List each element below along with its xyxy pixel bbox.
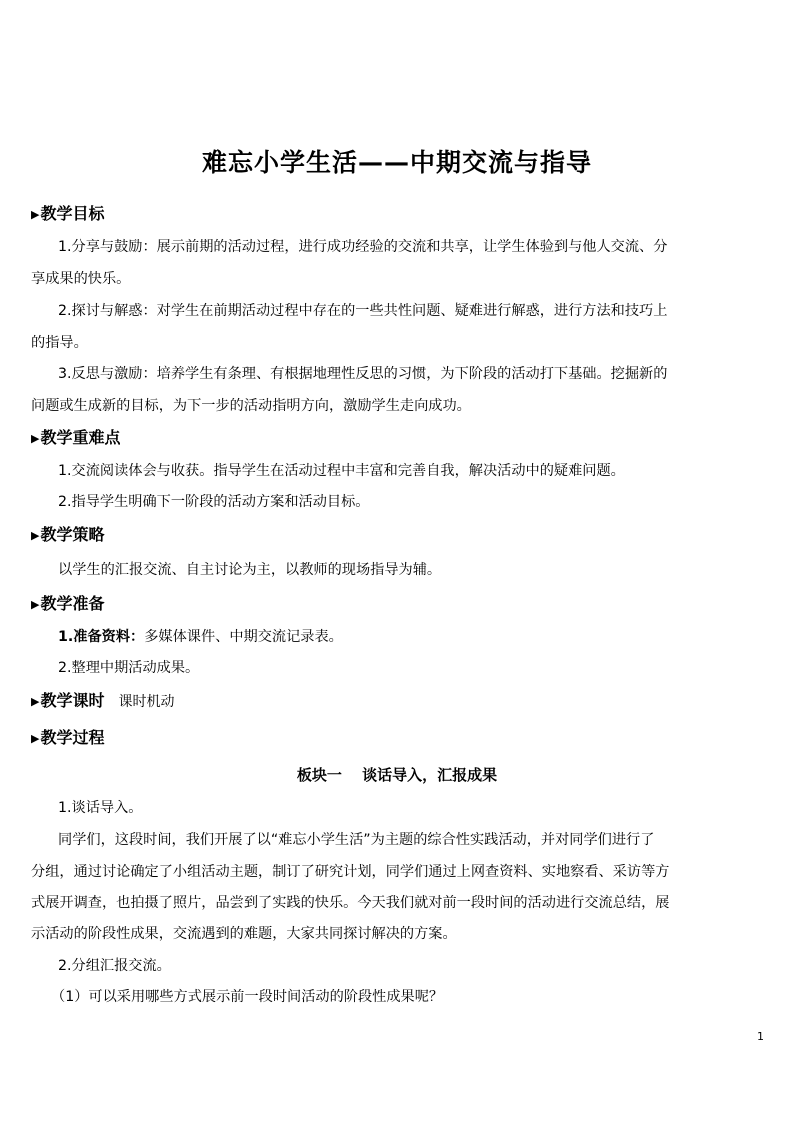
- process-step-2: 2.分组汇报交流。: [58, 958, 171, 974]
- objective-item-2-line-1: 2.探讨与解惑：对学生在前期活动过程中存在的一些共性问题、疑难进行解惑，进行方法和技巧上: [58, 303, 668, 319]
- intro-line-3: 式展开调查，也拍摄了照片，品尝到了实践的快乐。今天我们就对前一段时间的活动进行交流总结，展: [31, 895, 670, 911]
- intro-line-1: 同学们，这段时间，我们开展了以“难忘小学生活”为主题的综合性实践活动，并对同学们进行了: [58, 832, 655, 848]
- hours-note: 课时机动: [118, 694, 175, 710]
- process-step-1: 1.谈话导入。: [58, 800, 143, 816]
- triangle-bullet-icon: ▶: [31, 208, 40, 221]
- section-heading-preparation: ▶教学准备: [31, 594, 105, 613]
- triangle-bullet-icon: ▶: [31, 598, 40, 611]
- section-heading-key-points: ▶教学重难点: [31, 428, 121, 447]
- key-point-item-2: 2.指导学生明确下一阶段的活动方案和活动目标。: [58, 494, 370, 510]
- triangle-bullet-icon: ▶: [31, 695, 40, 708]
- intro-line-2: 分组，通过讨论确定了小组活动主题，制订了研究计划，同学们通过上网查资料、实地察看、采访等方: [31, 864, 670, 880]
- document-title: 难忘小学生活——中期交流与指导: [201, 148, 592, 177]
- triangle-bullet-icon: ▶: [31, 529, 40, 542]
- triangle-bullet-icon: ▶: [31, 732, 40, 745]
- objective-item-3-line-1: 3.反思与激励：培养学生有条理、有根据地理性反思的习惯，为下阶段的活动打下基础。挖掘新的: [58, 366, 668, 382]
- block-title: 板块一 谈话导入，汇报成果: [296, 766, 498, 784]
- section-heading-hours: ▶教学课时 课时机动: [31, 691, 175, 710]
- intro-line-4: 示活动的阶段性成果，交流遇到的难题，大家共同探讨解决的方案。: [31, 926, 457, 942]
- preparation-item-2: 2.整理中期活动成果。: [58, 660, 200, 676]
- objective-item-2-line-2: 的指导。: [31, 335, 88, 351]
- preparation-item-1-label: 1.准备资料：: [58, 629, 145, 645]
- triangle-bullet-icon: ▶: [31, 432, 40, 445]
- section-heading-process: ▶教学过程: [31, 728, 105, 747]
- section-heading-objectives: ▶教学目标: [31, 204, 105, 223]
- question-1: （1）可以采用哪些方式展示前一段时间活动的阶段性成果呢？: [51, 989, 444, 1005]
- preparation-item-1-text: 多媒体课件、中期交流记录表。: [144, 629, 343, 645]
- objective-item-1-line-1: 1.分享与鼓励：展示前期的活动过程，进行成功经验的交流和共享，让学生体验到与他人交流、分: [58, 239, 668, 255]
- strategy-text: 以学生的汇报交流、自主讨论为主，以教师的现场指导为辅。: [58, 562, 442, 578]
- objective-item-3-line-2: 问题或生成新的目标，为下一步的活动指明方向，激励学生走向成功。: [31, 398, 471, 414]
- objective-item-1-line-2: 享成果的快乐。: [31, 271, 131, 287]
- page-number: 1: [757, 1030, 764, 1043]
- section-heading-strategy: ▶教学策略: [31, 525, 105, 544]
- preparation-item-1: [58, 626, 343, 648]
- key-point-item-1: 1.交流阅读体会与收获。指导学生在活动过程中丰富和完善自我，解决活动中的疑难问题。: [58, 463, 625, 479]
